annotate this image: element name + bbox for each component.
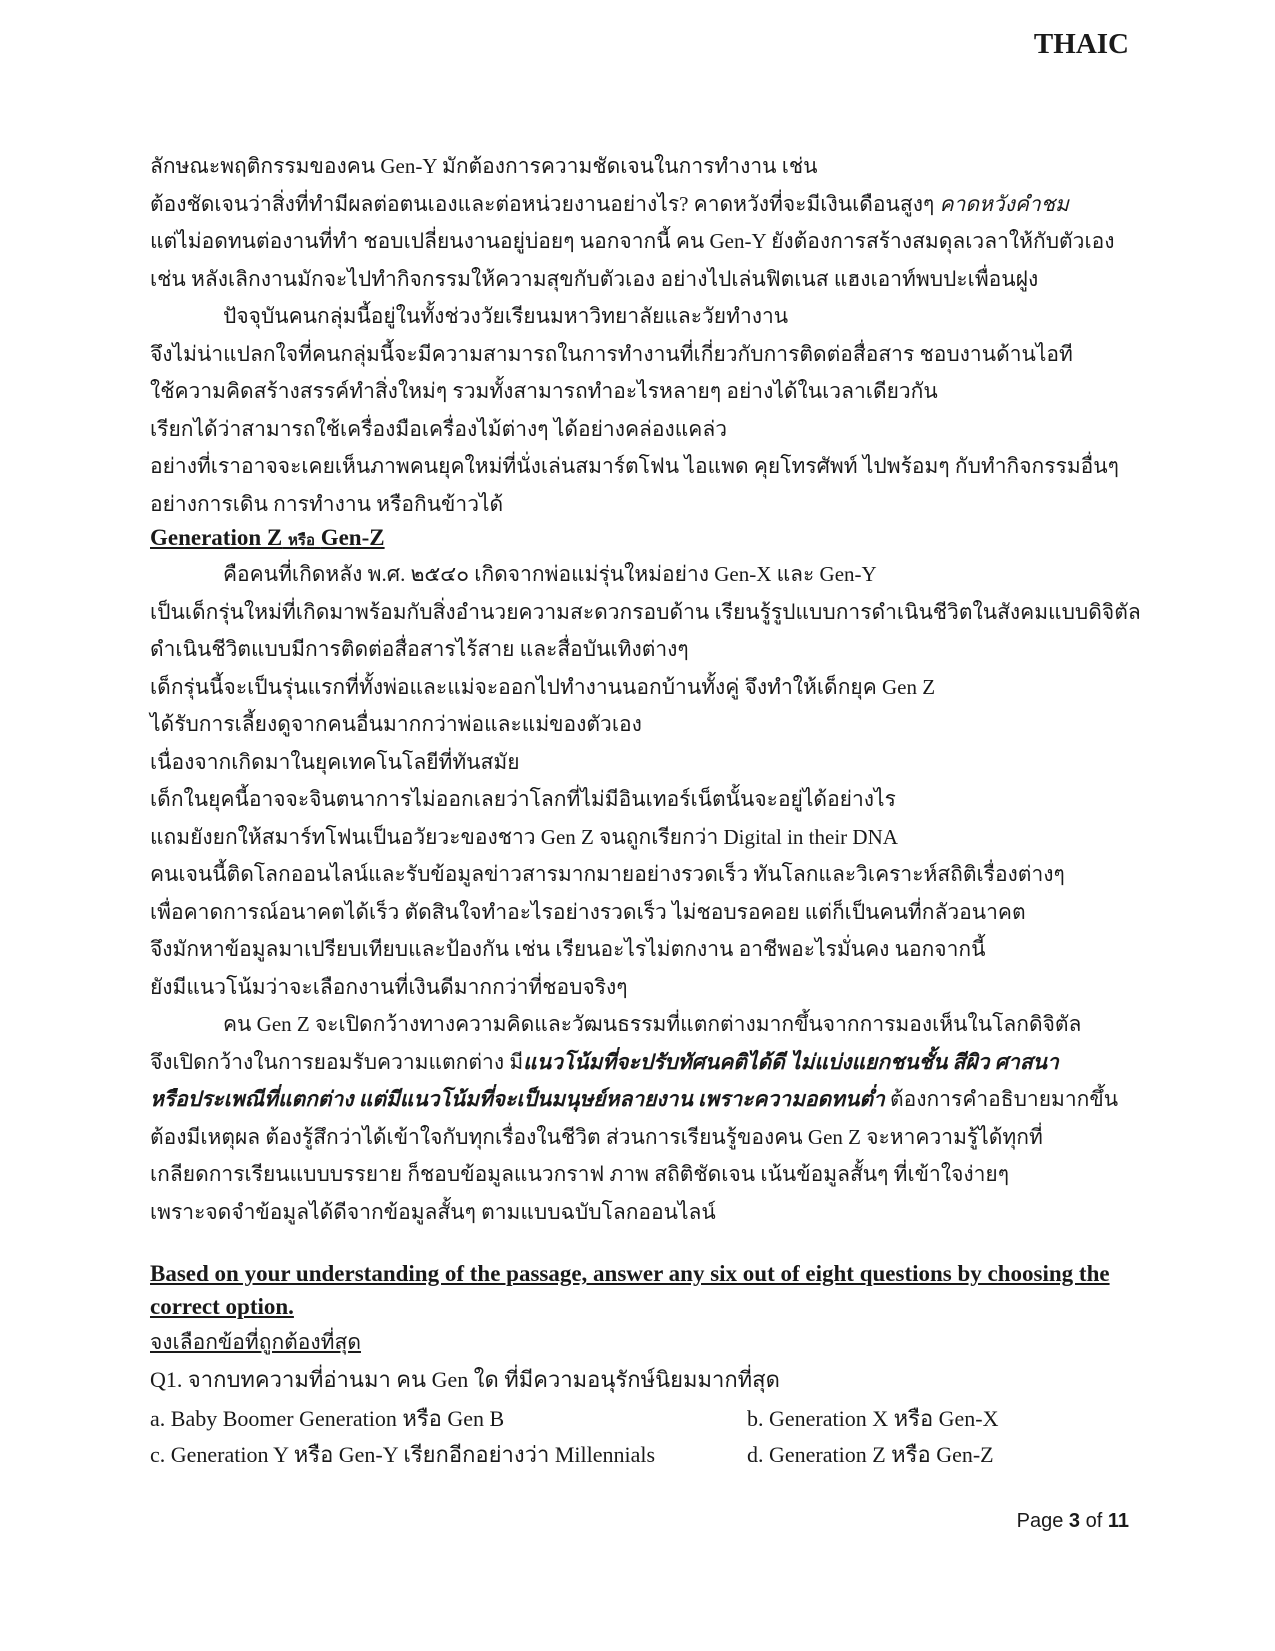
page-number: Page 3 of 11 [1016,1510,1129,1532]
paragraph-line: แถมยังยกให้สมาร์ทโฟนเป็นอวัยวะของชาว Gen Z จนถูกเรียกว่า Digital in their DNA [150,824,898,849]
spacer [150,1231,1135,1257]
option-d[interactable]: d. Generation Z หรือ Gen-Z [747,1442,994,1467]
paragraph-line: คน Gen Z จะเปิดกว้างทางความคิดและวัฒนธรรมที่แตกต่างมากขึ้นจากการมองเห็นในโลกดิจิตัล [223,1012,1082,1036]
options-row [150,1437,1135,1473]
paragraph-line: เกลียดการเรียนแบบบรรยาย ก็ชอบข้อมูลแนวกราฟ ภาพ สถิติชัดเจน เน้นข้อมูลสั้นๆ ที่เข้าใจง่ายๆ [150,1162,1010,1186]
document-header-title: THAIC [1033,28,1129,60]
paragraph-line: อย่างการเดิน การทำงาน หรือกินข้าวได้ [150,491,504,516]
option-b[interactable]: b. Generation X หรือ Gen-X [747,1406,999,1431]
paragraph-line: เพราะจดจำข้อมูลได้ดีจากข้อมูลสั้นๆ ตามแบบฉบับโลกออนไลน์ [150,1199,716,1224]
paragraph-line: เนื่องจากเกิดมาในยุคเทคโนโลยีที่ทันสมัย [150,749,520,774]
paragraph-line: คือคนที่เกิดหลัง พ.ศ. ๒๕๔๐ เกิดจากพ่อแม่รุ่นใหม่อย่าง Gen-X และ Gen-Y [223,562,877,586]
paragraph-line: ใช้ความคิดสร้างสรรค์ทำสิ่งใหม่ๆ รวมทั้งสามารถทำอะไรหลายๆ อย่างได้ในเวลาเดียวกัน [150,379,938,403]
paragraph-line: ต้องมีเหตุผล ต้องรู้สึกว่าได้เข้าใจกับทุกเรื่องในชีวิต ส่วนการเรียนรู้ของคน Gen Z จะหาความรู้ได้ทุกที่ [150,1124,1043,1149]
paragraph-line: ปัจจุบันคนกลุ่มนี้อยู่ในทั้งช่วงวัยเรียนมหาวิทยาลัยและวัยทำงาน [223,304,789,328]
instructions-thai: จงเลือกข้อที่ถูกต้องที่สุด [150,1330,361,1354]
option-c[interactable]: c. Generation Y หรือ Gen-Y เรียกอีกอย่างว่า Millennials [150,1442,656,1467]
paragraph-line: จึงไม่น่าแปลกใจที่คนกลุ่มนี้จะมีความสามารถในการทำงานที่เกี่ยวกับการติดต่อสื่อสาร ชอบงานด้านไอที [150,341,1073,366]
section-heading-gen-z: Generation Z หรือ Gen-Z [150,525,385,550]
paragraph-line: จึงเปิดกว้างในการยอมรับความแตกต่าง มีแนวโน้มที่จะปรับทัศนคติได้ดี ไม่แบ่งแยกชนชั้น สีผิว ศาสนา [150,1049,1059,1074]
paragraph-line: เช่น หลังเลิกงานมักจะไปทำกิจกรรมให้ความสุขกับตัวเอง อย่างไปเล่นฟิตเนส แฮงเอาท์พบปะเพื่อนฝูง [150,266,1039,291]
italic-phrase: คาดหวังคำชม [939,191,1069,216]
emphasis-phrase: หรือประเพณีที่แตกต่าง แต่มีแนวโน้มที่จะเป็นมนุษย์หลายงาน เพราะความอดทนต่ำ [150,1087,885,1111]
paragraph-line: เรียกได้ว่าสามารถใช้เครื่องมือเครื่องไม้ต่างๆ ได้อย่างคล่องแคล่ว [150,416,728,441]
paragraph-line: เป็นเด็กรุ่นใหม่ที่เกิดมาพร้อมกับสิ่งอำนวยความสะดวกรอบด้าน เรียนรู้รูปแบบการดำเนินชีวิตในสังคมแบบดิจิตัล [150,599,1141,624]
paragraph-line: เด็กรุ่นนี้จะเป็นรุ่นแรกที่ทั้งพ่อและแม่จะออกไปทำงานนอกบ้านทั้งคู่ จึงทำให้เด็กยุค Gen Z [150,674,936,699]
document-body [150,148,1141,1473]
paragraph-line: ลักษณะพฤติกรรมของคน Gen-Y มักต้องการความชัดเจนในการทำงาน เช่น [150,154,818,178]
paragraph-line: หรือประเพณีที่แตกต่าง แต่มีแนวโน้มที่จะเป็นมนุษย์หลายงาน เพราะความอดทนต่ำ ต้องการคำอธิบายมากขึ้น [150,1087,1119,1111]
paragraph-line: ดำเนินชีวิตแบบมีการติดต่อสื่อสารไร้สาย และสื่อบันเทิงต่างๆ [150,637,689,661]
options-row [150,1401,1135,1437]
paragraph-line: อย่างที่เราอาจจะเคยเห็นภาพคนยุคใหม่ที่นั่งเล่นสมาร์ตโฟน ไอแพด คุยโทรศัพท์ ไปพร้อมๆ กับทำกิจกรรมอื่นๆ [150,454,1119,478]
paragraph-line: จึงมักหาข้อมูลมาเปรียบเทียบและป้องกัน เช่น เรียนอะไรไม่ตกงาน อาชีพอะไรมั่นคง นอกจากนี้ [150,937,986,961]
paragraph-line: ยังมีแนวโน้มว่าจะเลือกงานที่เงินดีมากกว่าที่ชอบจริงๆ [150,974,628,999]
paragraph-line: เพื่อคาดการณ์อนาคตได้เร็ว ตัดสินใจทำอะไรอย่างรวดเร็ว ไม่ชอบรอคอย แต่ก็เป็นคนที่กลัวอนาคต [150,899,1026,924]
emphasis-phrase: แนวโน้มที่จะปรับทัศนคติได้ดี ไม่แบ่งแยกชนชั้น สีผิว ศาสนา [523,1049,1059,1074]
paragraph-line: ต้องชัดเจนว่าสิ่งที่ทำมีผลต่อตนเองและต่อหน่วยงานอย่างไร? คาดหวังที่จะมีเงินเดือนสูงๆ คาดหวังคำชม [150,191,1069,216]
paragraph-line: เด็กในยุคนี้อาจจะจินตนาการไม่ออกเลยว่าโลกที่ไม่มีอินเทอร์เน็ตนั้นจะอยู่ได้อย่างไร [150,787,896,811]
paragraph-line: คนเจนนี้ติดโลกออนไลน์และรับข้อมูลข่าวสารมากมายอย่างรวดเร็ว ทันโลกและวิเคราะห์สถิติเรื่องต่างๆ [150,862,1065,886]
paragraph-line: ได้รับการเลี้ยงดูจากคนอื่นมากกว่าพ่อและแม่ของตัวเอง [150,712,642,736]
paragraph-line: แต่ไม่อดทนต่องานที่ทำ ชอบเปลี่ยนงานอยู่บ่อยๆ นอกจากนี้ คน Gen-Y ยังต้องการสร้างสมดุลเวลาให้กับตัวเอง [150,229,1115,253]
instructions-english: Based on your understanding of the passage, answer any six out of eight questions by choosing the correct option. [150,1261,1110,1319]
option-a[interactable]: a. Baby Boomer Generation หรือ Gen B [150,1406,505,1431]
question-text: Q1. จากบทความที่อ่านมา คน Gen ใด ที่มีความอนุรักษ์นิยมมากที่สุด [150,1367,780,1392]
